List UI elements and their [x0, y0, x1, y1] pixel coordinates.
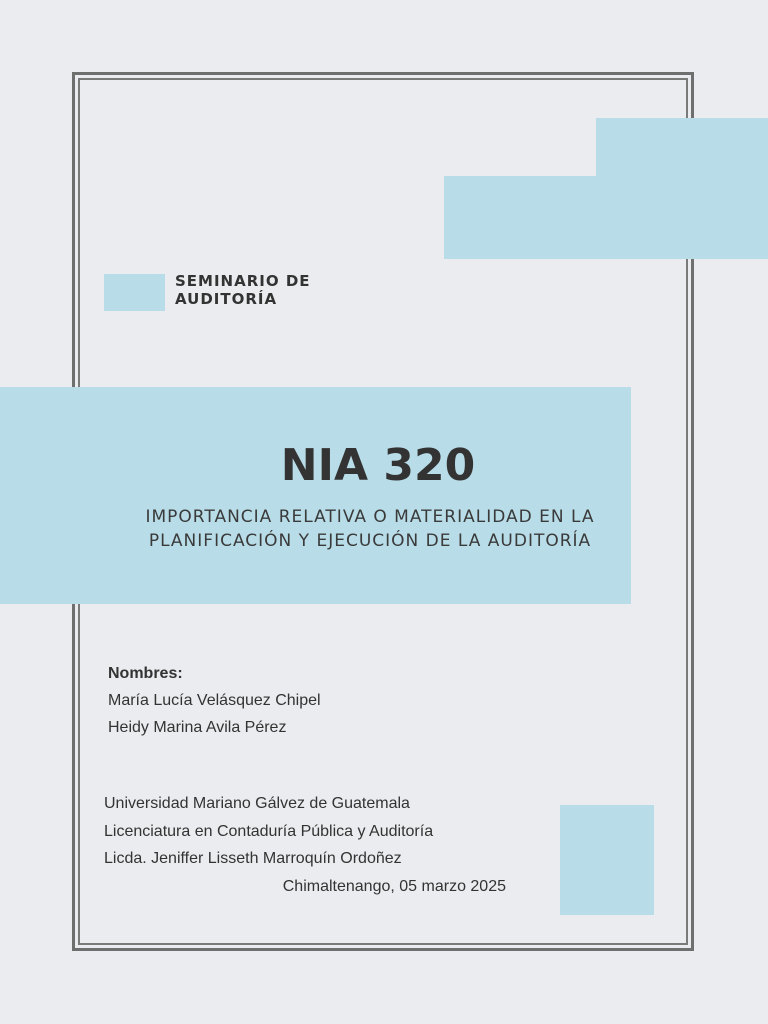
place-date: Chimaltenango, 05 marzo 2025: [282, 877, 506, 895]
decorative-block-top-right-lower: [444, 176, 604, 259]
decorative-block-bottom-right: [560, 805, 654, 915]
authors-label: Nombres:: [108, 665, 183, 682]
document-title: NIA 320: [280, 440, 476, 491]
seminar-line-1: SEMINARIO DE: [175, 272, 311, 290]
decorative-block-seminar: [104, 274, 165, 311]
authors-section: [108, 660, 321, 741]
institution-section: [104, 790, 524, 900]
title-band: [0, 387, 631, 604]
document-subtitle: IMPORTANCIA RELATIVA O MATERIALIDAD EN LA PLANIFICACIÓN Y EJECUCIÓN DE LA AUDITORÍA: [145, 507, 595, 551]
decorative-block-top-right: [596, 118, 768, 259]
professor-name: Licda. Jeniffer Lisseth Marroquín Ordoñez: [104, 850, 402, 867]
seminar-line-2: AUDITORÍA: [175, 290, 278, 308]
university-name: Universidad Mariano Gálvez de Guatemala: [104, 795, 410, 812]
author-name: Heidy Marina Avila Pérez: [108, 719, 287, 736]
degree-name: Licenciatura en Contaduría Pública y Auditoría: [104, 822, 434, 840]
author-name: María Lucía Velásquez Chipel: [108, 692, 321, 709]
seminar-heading: [175, 272, 311, 308]
